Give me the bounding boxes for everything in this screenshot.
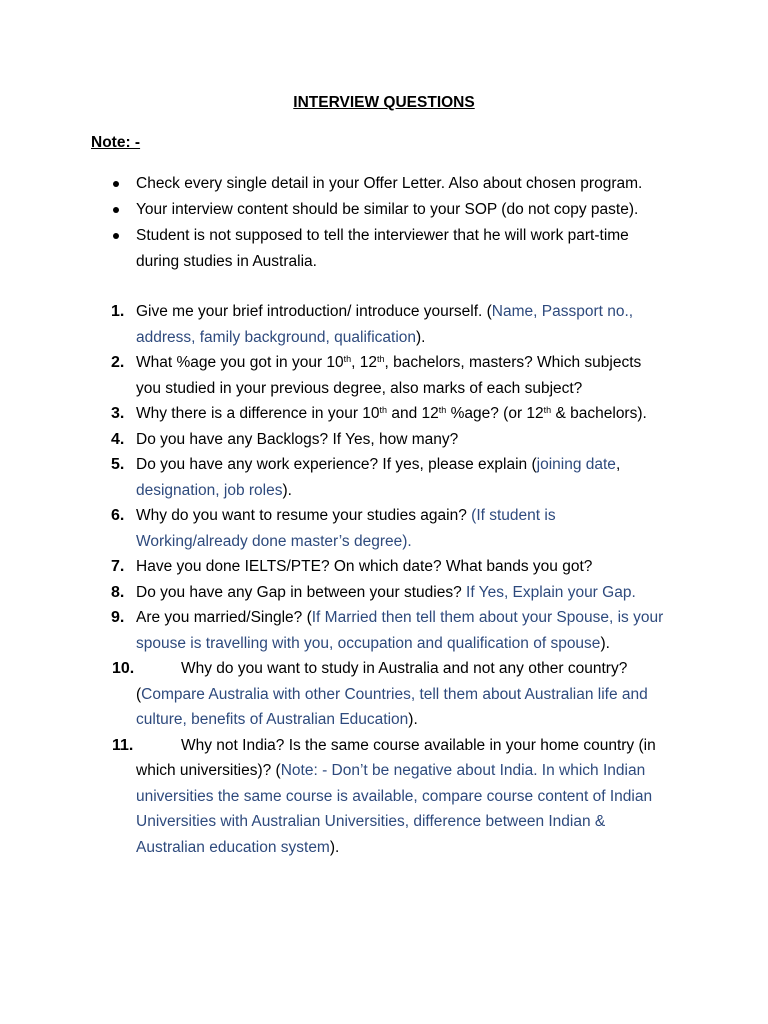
question-item: 8. Do you have any Gap in between your studies? If Yes, Explain your Gap. (136, 580, 696, 606)
question-item: 11. Why not India? Is the same course available in your home country (in which universities)? (Note: - Don’t be negative about India. In which Indian universities the same course is available, compare course content of Indian Universities with Australian Universities, difference between Indian & Australian education system). (136, 733, 668, 861)
question-item: 10. Why do you want to study in Australia and not any other country? (Compare Australia with other Countries, tell them about Australian life and culture, benefits of Australian Education). (136, 656, 681, 733)
question-item: 1. Give me your brief introduction/ introduce yourself. (Name, Passport no., address, family background, qualification). (136, 299, 671, 350)
bullet-icon (113, 233, 119, 239)
question-item: 6. Why do you want to resume your studies again? (If student is Working/already done master’s degree). (136, 503, 586, 554)
note-item: Check every single detail in your Offer Letter. Also about chosen program. (136, 171, 696, 197)
note-label: Note: - (91, 134, 141, 151)
question-number: 3. (111, 405, 125, 422)
question-list (111, 299, 696, 860)
question-hint: If Yes, Explain your Gap. (466, 583, 636, 601)
question-hint: Compare Australia with other Countries, tell them about Australian life and culture, benefits of Australian Education (136, 685, 648, 728)
question-number: 1. (111, 303, 125, 320)
question-item: 2. What %age you got in your 10th, 12th, bachelors, masters? Which subjects you studied in your previous degree, also marks of each subject? (136, 350, 666, 401)
question-hint: Note: - Don’t be negative about India. In which Indian universities the same course is available, compare course content of Indian Universities with Australian Universities, difference between Indian & Australian education system (136, 762, 653, 856)
bullet-icon (113, 181, 119, 187)
question-item: 9. Are you married/Single? (If Married then tell them about your Spouse, is your spouse is travelling with you, occupation and qualification of spouse). (136, 605, 671, 656)
question-hint: Name, Passport no., address, family background, qualification (136, 303, 634, 346)
question-hint: designation, job roles (136, 481, 283, 499)
question-number: 4. (111, 430, 125, 448)
document-title: INTERVIEW QUESTIONS (293, 94, 475, 111)
note-list (136, 171, 696, 275)
bullet-icon (113, 207, 119, 213)
note-item: Student is not supposed to tell the interviewer that he will work part-time during studies in Australia. (136, 223, 671, 274)
question-number: 9. (111, 609, 125, 626)
question-hint: (If student is Working/already done master’s degree). (136, 507, 556, 550)
note-item: Your interview content should be similar to your SOP (do not copy paste). (136, 197, 696, 223)
question-number: 6. (111, 507, 125, 524)
question-number: 7. (111, 558, 125, 575)
question-item: 7. Have you done IELTS/PTE? On which date? What bands you got? (136, 554, 696, 580)
question-hint: If Married then tell them about your Spouse, is your spouse is travelling with you, occupation and qualification of spouse (136, 609, 664, 652)
question-number: 5. (111, 456, 125, 473)
question-number: 2. (111, 354, 125, 371)
question-item: 5. Do you have any work experience? If yes, please explain (joining date, designation, job roles). (136, 452, 646, 503)
question-hint: joining date (536, 456, 616, 473)
question-number: 10. (112, 660, 135, 677)
question-number: 8. (111, 583, 125, 601)
question-item: 3. Why there is a difference in your 10th and 12th %age? (or 12th & bachelors). (136, 401, 696, 427)
question-number: 11. (112, 736, 134, 754)
question-item: 4. Do you have any Backlogs? If Yes, how many? (136, 427, 696, 453)
